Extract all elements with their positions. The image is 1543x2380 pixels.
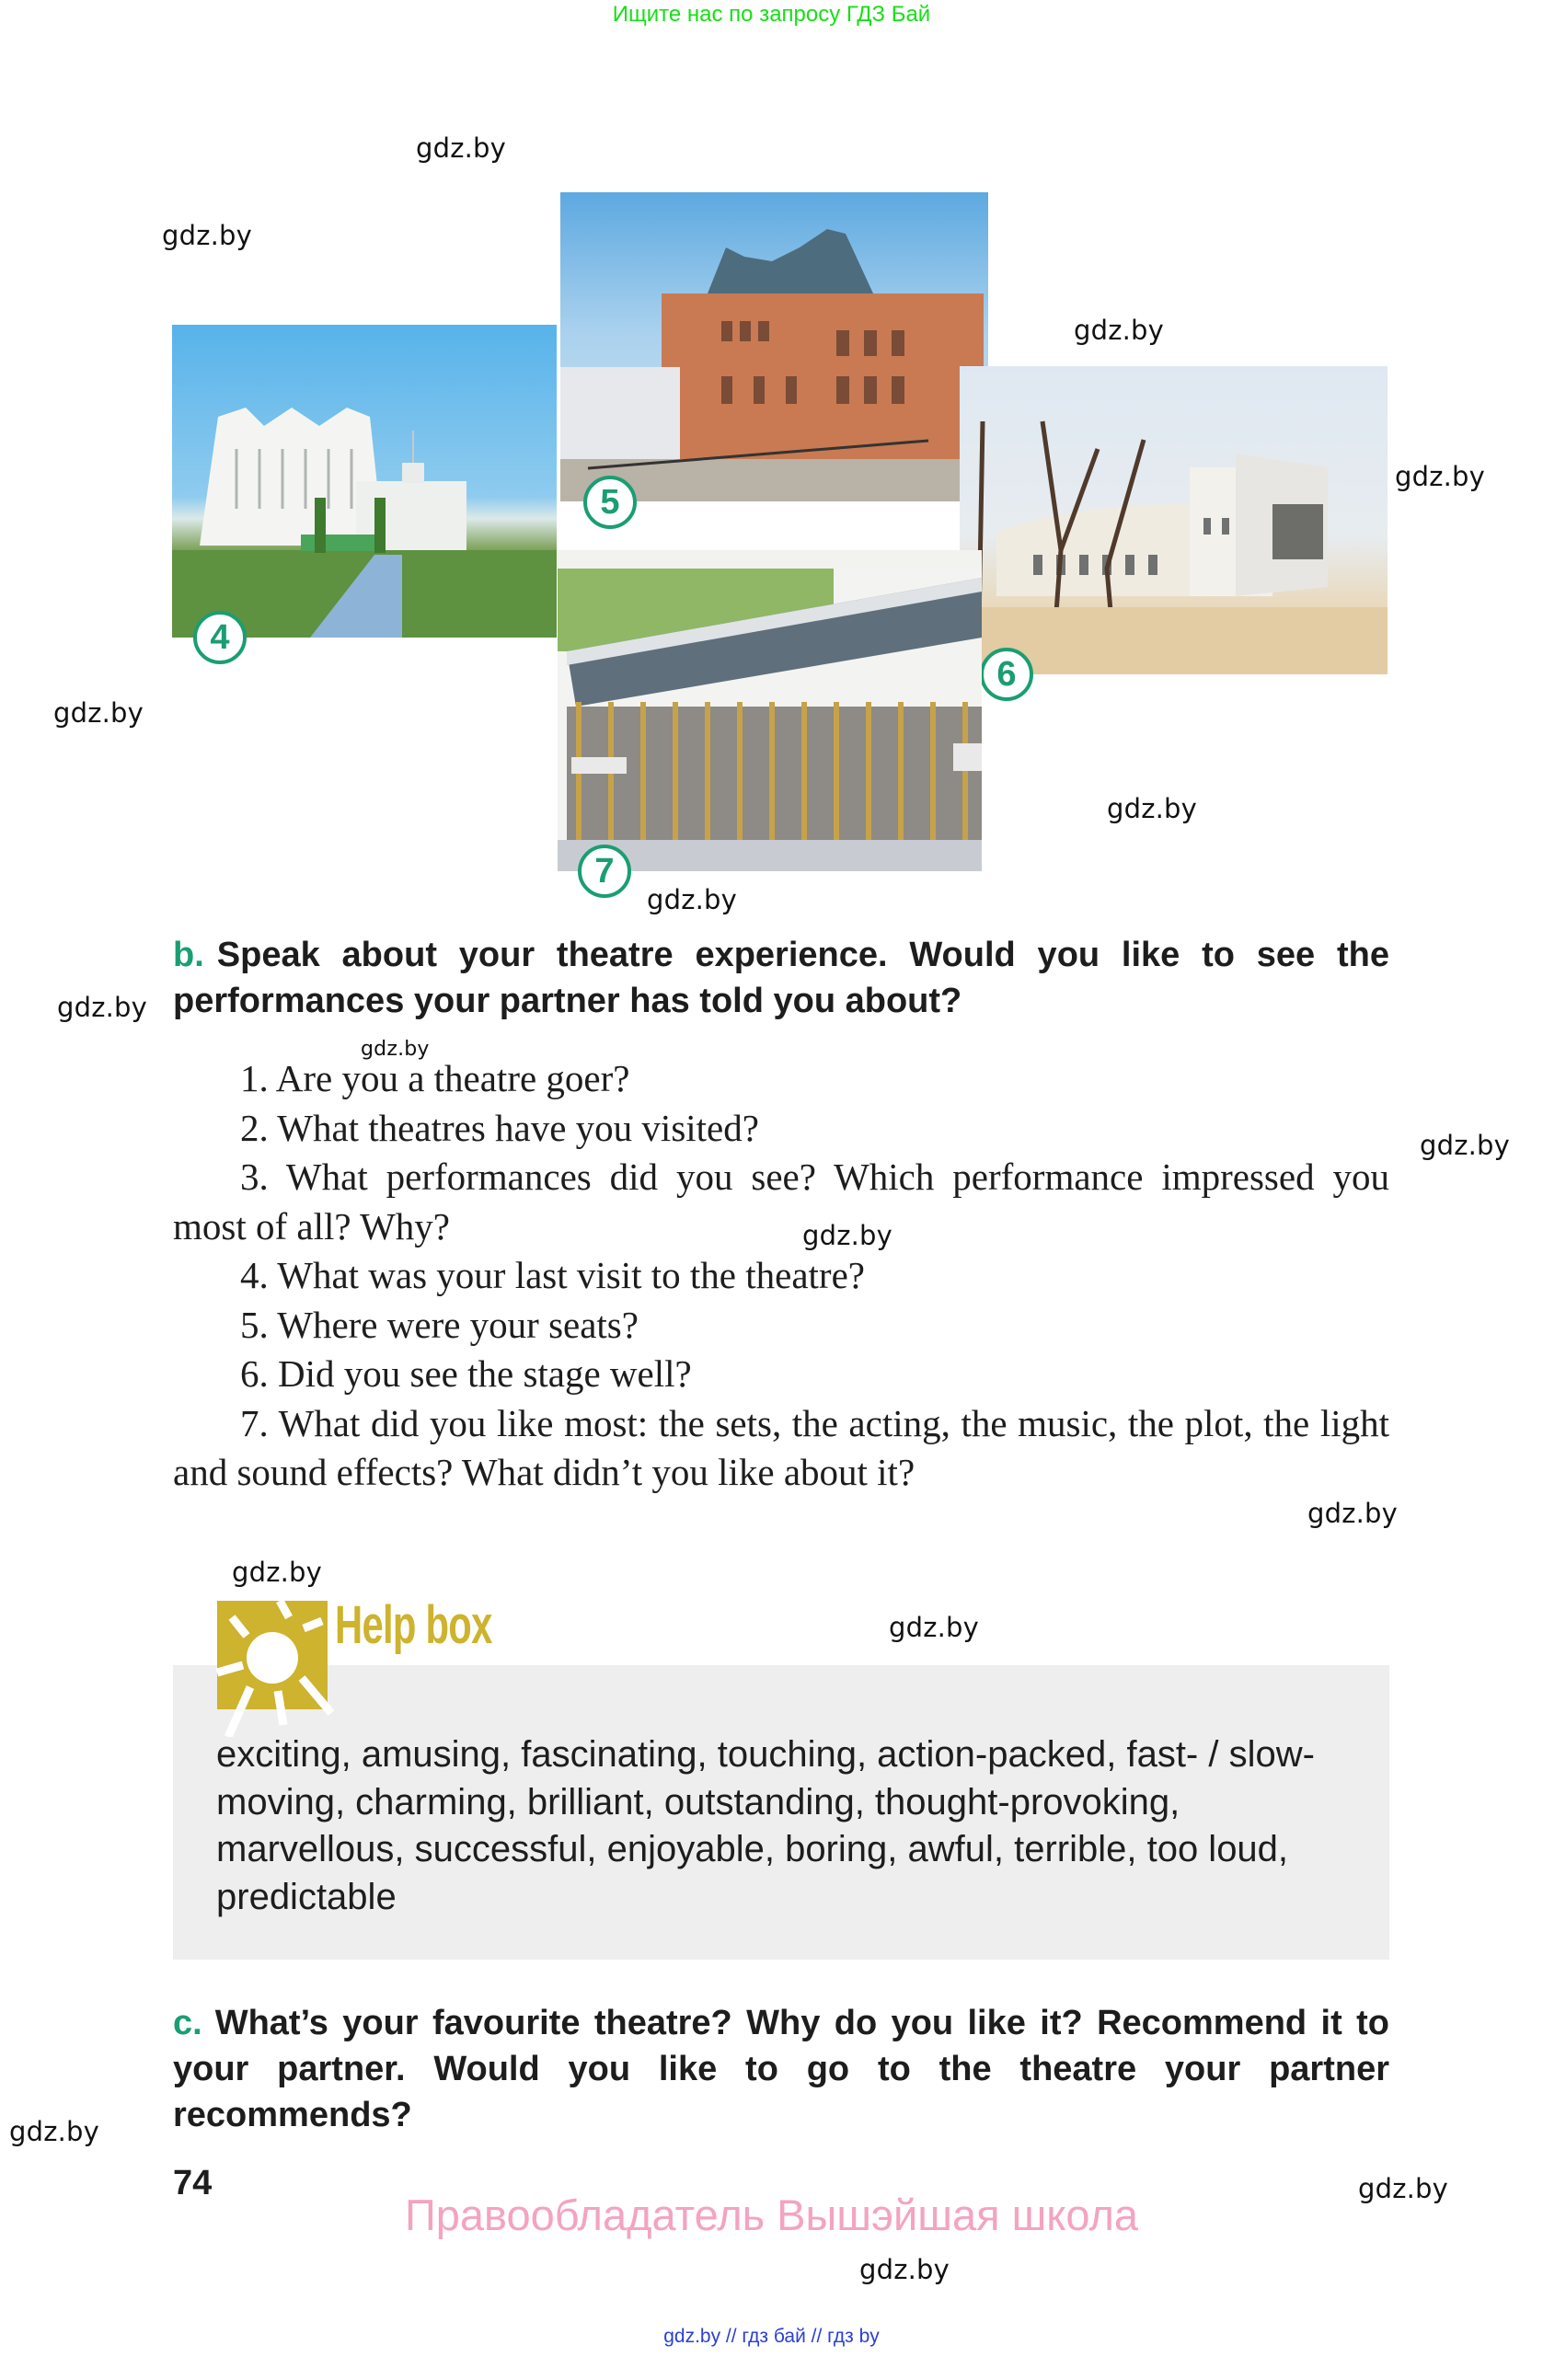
building-illustration-icon	[172, 325, 557, 638]
photo-number-badge: 6	[980, 648, 1033, 701]
watermark: gdz.by	[53, 697, 144, 729]
task-letter: c.	[173, 2004, 202, 2042]
watermark: gdz.by	[1395, 461, 1486, 492]
photo-number-badge: 5	[583, 476, 637, 529]
watermark: gdz.by	[859, 2254, 950, 2285]
watermark: gdz.by	[1074, 315, 1165, 346]
task-letter: b.	[173, 936, 204, 974]
help-box-words: exciting, amusing, fascinating, touching, action-packed, fast- / slow-moving, charming, brilliant, outstanding, thought-provoking, marvellous, successful, enjoyable, boring, awful, terrible, too loud, predictable	[216, 1734, 1315, 1917]
watermark: gdz.by	[1107, 793, 1198, 824]
theatre-photo-4	[172, 325, 557, 638]
watermark: gdz.by	[232, 1557, 323, 1588]
task-b-instruction	[173, 932, 1389, 1024]
watermark: gdz.by	[802, 1220, 893, 1251]
watermark: gdz.by	[1420, 1130, 1511, 1161]
watermark: gdz.by	[1358, 2173, 1449, 2204]
top-banner: Ищите нас по запросу ГДЗ Бай	[612, 2, 931, 27]
watermark: gdz.by	[9, 2116, 100, 2147]
theatre-photo-6	[960, 366, 1388, 674]
question-item: 1. Are you a theatre goer?	[240, 1057, 630, 1099]
watermark: gdz.by	[416, 132, 507, 164]
photo-number-badge: 4	[193, 611, 247, 664]
building-illustration-icon	[560, 192, 988, 501]
task-text: Speak about your theatre experience. Would you like to see the performances your partner has told you about?	[173, 936, 1389, 1020]
watermark: gdz.by	[162, 220, 253, 251]
watermark: gdz.by	[647, 884, 738, 915]
footer-links[interactable]: gdz.by // гдз бай // гдз by	[663, 2326, 880, 2347]
watermark: gdz.by	[57, 992, 148, 1023]
help-box-title: Help box	[335, 1595, 492, 1655]
building-illustration-icon	[960, 366, 1388, 674]
task-text: What’s your favourite theatre? Why do you like it? Recommend it to your partner. Would you like to go to the theatre your partner recommends?	[173, 2004, 1389, 2134]
question-item: 2. What theatres have you visited?	[240, 1106, 759, 1149]
theatre-photo-7	[558, 550, 982, 871]
photo-number-badge: 7	[578, 845, 631, 898]
question-item: 6. Did you see the stage well?	[240, 1352, 692, 1395]
help-box	[173, 1665, 1389, 1960]
rights-holder: Правообладатель Вышэйшая школа	[404, 2190, 1139, 2239]
building-illustration-icon	[558, 550, 982, 871]
question-list	[173, 1054, 1389, 1498]
question-item: 7. What did you like most: the sets, the acting, the music, the plot, the light and sound effects? What didn’t you like about it?	[173, 1401, 1389, 1493]
watermark: gdz.by	[1307, 1498, 1399, 1529]
theatre-photo-5	[560, 192, 988, 501]
page-number: 74	[173, 2164, 213, 2202]
task-c-instruction	[173, 2000, 1389, 2138]
question-item: 3. What performances did you see? Which performance impressed you most of all? Why?	[173, 1156, 1389, 1247]
question-item: 4. What was your last visit to the theatre?	[240, 1254, 865, 1296]
sun-icon	[195, 1601, 351, 1737]
question-item: 5. Where were your seats?	[240, 1303, 639, 1346]
watermark: gdz.by	[361, 1038, 430, 1061]
watermark: gdz.by	[889, 1612, 980, 1643]
